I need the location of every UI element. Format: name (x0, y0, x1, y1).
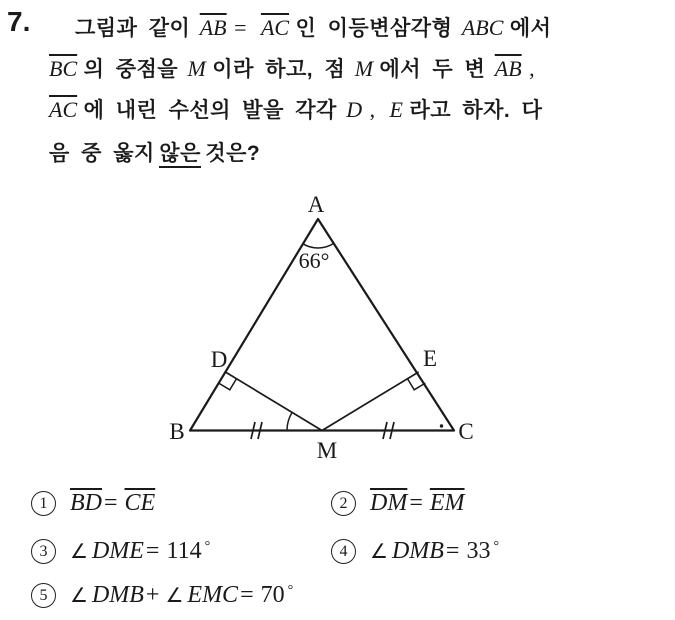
angle-dmb: DMB (391, 538, 444, 564)
equals-sign: = (240, 582, 254, 608)
segment-me-line (322, 372, 419, 431)
text-segment: 에 내린 수선의 발을 각각 (83, 99, 337, 122)
segment-md-line (225, 372, 322, 431)
math-segment-ac: $\overline{AC}$ (260, 15, 290, 40)
degree-symbol: ° (204, 539, 211, 554)
choice-5 (31, 582, 293, 609)
segment-ce: $\overline{CE}$ (124, 490, 156, 516)
equals-sign: = (445, 538, 460, 564)
choice-1 (31, 490, 155, 517)
plus-sign: + (145, 582, 160, 608)
choice-1-number: 1 (31, 491, 56, 516)
angle-value: 70 (260, 582, 285, 608)
text-segment: 이라 하고, 점 (212, 58, 346, 81)
comma: , (529, 56, 535, 81)
degree-symbol: ° (287, 583, 294, 598)
text-segment: 것은? (205, 142, 261, 165)
small-dot-near-c (440, 424, 443, 427)
text-segment: 에서 두 변 (379, 58, 486, 81)
label-point-e: E (422, 346, 438, 371)
choice-3 (31, 538, 210, 565)
choice-2-number: 2 (331, 491, 356, 516)
segment-bd: $\overline{BD}$ (70, 490, 102, 516)
segment-dm: $\overline{DM}$ (370, 490, 408, 516)
equals-sign: = (145, 538, 160, 564)
math-segment-e: E (389, 97, 403, 122)
choice-2 (331, 490, 465, 517)
text-segment: 의 중점을 (83, 58, 179, 81)
choice-3-formula (70, 538, 210, 565)
angle-dmb: DMB (91, 582, 144, 608)
text-segment: 그림과 같이 (75, 17, 191, 40)
m-angle-arc (287, 412, 292, 430)
angle-icon: ∠ (370, 539, 388, 563)
math-segment-bc: $\overline{BC}$ (49, 56, 78, 81)
equals-sign: = (234, 15, 247, 40)
text-segment: 인 이등변삼각형 (295, 17, 453, 40)
angle-dme: DME (91, 538, 144, 564)
underlined-text: 않은 (159, 142, 201, 168)
math-segment-m: M (354, 56, 374, 81)
angle-icon: ∠ (70, 539, 88, 563)
label-point-d: D (210, 347, 228, 372)
problem-number: 7. (7, 6, 31, 37)
question-line-1 (75, 12, 551, 46)
degree-symbol: ° (493, 539, 500, 554)
math-segment-ab: $\overline{AB}$ (199, 15, 227, 40)
choice-4 (331, 538, 499, 565)
apex-angle-value: 66° (298, 248, 330, 273)
math-segment-d: D (346, 97, 363, 122)
text-segment: 음 중 옳지 (49, 142, 155, 165)
angle-icon: ∠ (165, 583, 184, 607)
question-line-3 (49, 94, 542, 128)
label-vertex-c: C (458, 419, 474, 444)
angle-icon: ∠ (70, 583, 88, 607)
choice-4-formula (370, 538, 499, 565)
angle-emc: EMC (187, 582, 239, 608)
choice-5-formula (70, 582, 293, 609)
math-segment-ac: $\overline{AC}$ (49, 97, 78, 122)
angle-value: 114 (166, 538, 202, 564)
choice-3-number: 3 (31, 539, 56, 564)
angle-value: 33 (466, 538, 491, 564)
choice-2-formula (370, 490, 465, 517)
math-segment-ab: $\overline{AB}$ (494, 56, 522, 81)
choice-4-number: 4 (331, 539, 356, 564)
triangle-diagram (0, 186, 675, 478)
text-segment: 에서 (509, 17, 552, 40)
label-point-m: M (316, 438, 338, 463)
choice-5-number: 5 (31, 583, 56, 608)
math-segment-m: M (187, 56, 206, 81)
choice-1-formula (70, 490, 155, 517)
label-vertex-a: A (307, 192, 325, 217)
question-line-4 (49, 137, 260, 171)
label-vertex-b: B (169, 419, 185, 444)
math-segment-abc: ABC (461, 15, 504, 40)
comma: , (369, 97, 376, 122)
equals-sign: = (409, 490, 423, 516)
equals-sign: = (104, 490, 118, 516)
question-line-2 (49, 53, 540, 87)
segment-em: $\overline{EM}$ (429, 490, 465, 516)
text-segment: 라고 하자. 다 (409, 99, 543, 122)
